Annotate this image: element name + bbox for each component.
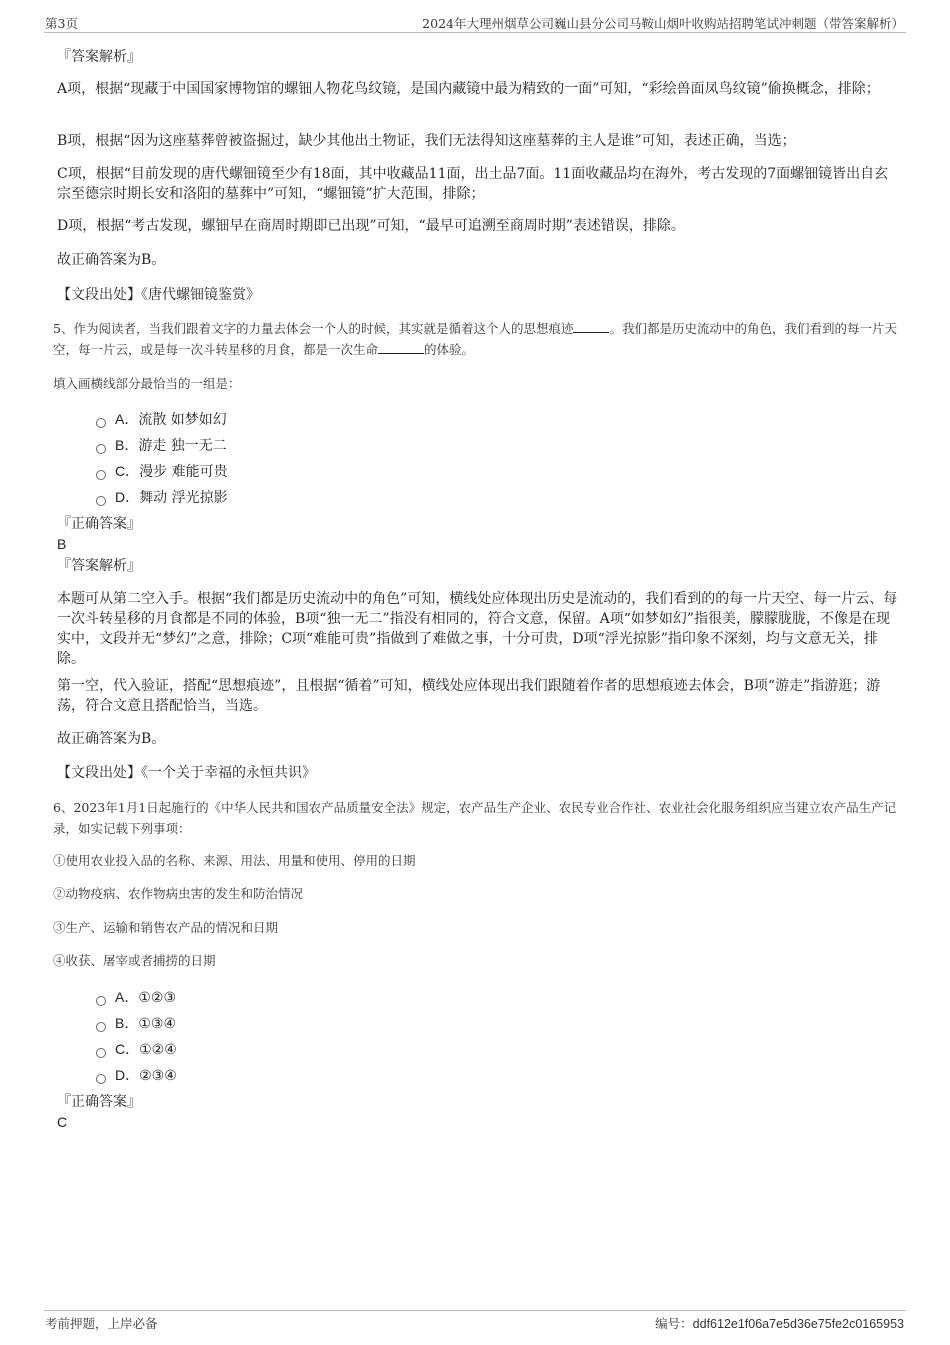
q5-option-b[interactable]: B．游走 独一无二 bbox=[96, 436, 227, 454]
q4-analysis-a: A项，根据“现藏于中国国家博物馆的螺钿人物花鸟纹镜，是国内藏镜中最为精致的一面”可知，“彩绘兽面凤鸟纹镜”偷换概念，排除； bbox=[57, 81, 880, 97]
q5-blank-2 bbox=[378, 353, 424, 354]
q4-source: 【文段出处】《唐代螺钿镜鉴赏》 bbox=[57, 287, 260, 303]
radio-icon[interactable] bbox=[96, 470, 106, 480]
document-title: 2024年大理州烟草公司巍山县分公司马鞍山烟叶收购站招聘笔试冲刺题（带答案解析） bbox=[422, 16, 904, 31]
radio-icon[interactable] bbox=[96, 996, 106, 1006]
q4-analysis-b: B项，根据“因为这座墓葬曾被盗掘过，缺少其他出土物证，我们无法得知这座墓葬的主人是谁”可知，表述正确，当选； bbox=[57, 133, 796, 149]
q6-correct-label: 『正确答案』 bbox=[57, 1094, 141, 1110]
q5-analysis-1: 本题可从第二空入手。根据“我们都是历史流动中的角色”可知，横线处应体现出历史是流动的，我们看到的的每一片天空、每一片云、每一次斗转星移的月食都是不同的体验，B项“独一无二”指没有相同的，符合文意，保留。A项“如梦如幻”指很美，朦朦胧胧，不像是在现实中，文段并无“梦幻”之意，排除；C项“难能可贵”指做到了难做之事，十分可贵，D项“浮光掠影”指印象不深刻，均与文意无关，排除。 bbox=[57, 591, 898, 667]
q5-option-d[interactable]: D．舞动 浮光掠影 bbox=[96, 488, 228, 506]
q4-analysis-c: C项，根据“目前发现的唐代螺钿镜至少有18面，其中收藏品11面，出土品7面。11面收藏品均在海外，考古发现的7面螺钿镜皆出自玄宗至德宗时期长安和洛阳的墓葬中”可知，“螺钿镜”扩大范围，排除； bbox=[57, 166, 889, 202]
q6-option-c[interactable]: C．①②④ bbox=[96, 1040, 177, 1058]
q5-stem-part3: 的体验。 bbox=[424, 342, 475, 357]
q5-analysis-label: 『答案解析』 bbox=[57, 558, 141, 574]
radio-icon[interactable] bbox=[96, 1022, 106, 1032]
footer-code-value: ddf612e1f06a7e5d36e75fe2c0165953 bbox=[692, 1317, 904, 1331]
q6-stem: 6、2023年1月1日起施行的《中华人民共和国农产品质量安全法》规定，农产品生产企业、农民专业合作社、农业社会化服务组织应当建立农产品生产记录，如实记载下列事项： bbox=[53, 800, 897, 836]
page-number: 第3页 bbox=[45, 16, 78, 31]
q6-option-a[interactable]: A．①②③ bbox=[96, 988, 176, 1006]
q4-conclusion: 故正确答案为B。 bbox=[57, 252, 166, 268]
q6-item-1: ①使用农业投入品的名称、来源、用法、用量和使用、停用的日期 bbox=[53, 853, 416, 868]
radio-icon[interactable] bbox=[96, 444, 106, 454]
q5-prompt: 填入画横线部分最恰当的一组是： bbox=[53, 376, 241, 391]
header-divider bbox=[44, 32, 906, 33]
footer-slogan: 考前押题，上岸必备 bbox=[45, 1316, 158, 1331]
q5-correct-label: 『正确答案』 bbox=[57, 516, 141, 532]
q4-analysis-label: 『答案解析』 bbox=[57, 49, 141, 65]
q5-blank-1 bbox=[573, 332, 609, 333]
q5-conclusion: 故正确答案为B。 bbox=[57, 731, 166, 747]
radio-icon[interactable] bbox=[96, 496, 106, 506]
q5-option-a[interactable]: A．流散 如梦如幻 bbox=[96, 410, 227, 428]
q5-stem bbox=[53, 318, 903, 360]
q6-item-4: ④收获、屠宰或者捕捞的日期 bbox=[53, 953, 216, 968]
q6-item-3: ③生产、运输和销售农产品的情况和日期 bbox=[53, 920, 279, 935]
q5-stem-part2: 。我们都是历史流动中的角色，我们看到的每一片天空，每一片云，或是每一次斗转星移的月食，都是一次生命 bbox=[53, 321, 897, 357]
q5-analysis-2: 第一空，代入验证，搭配“思想痕迹”，且根据“循着”可知，横线处应体现出我们跟随着作者的思想痕迹去体会，B项“游走”指游逛；游荡，符合文意且搭配恰当，当选。 bbox=[57, 678, 881, 714]
footer-divider bbox=[44, 1310, 906, 1311]
q5-source: 【文段出处】《一个关于幸福的永恒共识》 bbox=[57, 765, 316, 781]
radio-icon[interactable] bbox=[96, 1048, 106, 1058]
q5-option-c[interactable]: C．漫步 难能可贵 bbox=[96, 462, 228, 480]
radio-icon[interactable] bbox=[96, 418, 106, 428]
footer-code bbox=[655, 1314, 904, 1332]
footer-code-label: 编号： bbox=[655, 1316, 693, 1331]
radio-icon[interactable] bbox=[96, 1074, 106, 1084]
q6-correct-answer: C bbox=[57, 1114, 68, 1130]
q6-option-d[interactable]: D．②③④ bbox=[96, 1066, 177, 1084]
q6-option-b[interactable]: B．①③④ bbox=[96, 1014, 176, 1032]
q5-correct-answer: B bbox=[57, 536, 67, 552]
q5-stem-part1: 5、作为阅读者，当我们跟着文字的力量去体会一个人的时候，其实就是循着这个人的思想痕迹 bbox=[53, 321, 574, 336]
q4-analysis-d: D项，根据“考古发现，螺钿早在商周时期即已出现”可知，“最早可追溯至商周时期”表述错误，排除。 bbox=[57, 218, 685, 234]
q6-item-2: ②动物疫病、农作物病虫害的发生和防治情况 bbox=[53, 886, 304, 901]
